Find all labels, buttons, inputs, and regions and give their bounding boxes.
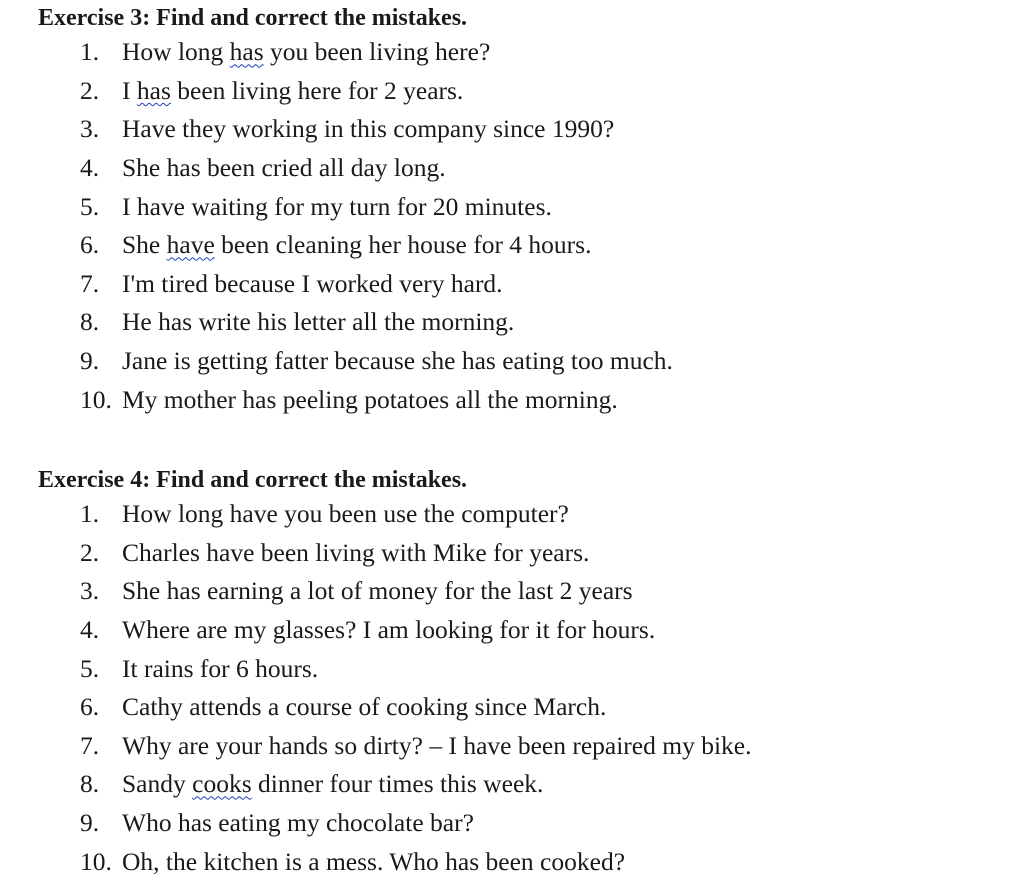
item-text: She has been cried all day long. [122,153,446,183]
item-text: I'm tired because I worked very hard. [122,268,503,298]
list-item [38,804,998,843]
list-item [38,611,998,650]
item-text: Sandy cooks dinner four times this week. [122,769,544,799]
list-item [38,149,998,188]
list-item [38,226,998,265]
item-number: 7. [80,268,100,298]
list-item [38,842,998,881]
item-text: How long has you been living here? [122,37,491,67]
list-item [38,765,998,804]
item-number: 5. [80,653,100,683]
spellcheck-flagged-word: has [229,37,264,67]
item-text: She has earning a lot of money for the last 2 years [122,576,633,606]
list-item [38,380,998,419]
list-item [38,33,998,72]
list-item [38,534,998,573]
item-text: She have been cleaning her house for 4 hours. [122,230,592,260]
item-number: 9. [80,346,100,376]
item-number: 3. [80,576,100,606]
item-number: 8. [80,769,100,799]
item-text: Jane is getting fatter because she has eating too much. [122,346,673,376]
spellcheck-flagged-word: cooks [192,769,252,799]
item-text: How long have you been use the computer? [122,499,569,529]
list-item [38,187,998,226]
list-item [38,110,998,149]
item-text: Cathy attends a course of cooking since March. [122,692,607,722]
item-text: My mother has peeling potatoes all the morning. [122,384,618,414]
item-number: 10. [80,846,112,876]
list-item [38,342,998,381]
item-number: 6. [80,692,100,722]
spellcheck-flagged-word: have [166,230,215,260]
item-number: 2. [80,75,100,105]
item-number: 3. [80,114,100,144]
item-text: Oh, the kitchen is a mess. Who has been cooked? [122,846,626,876]
item-text: Why are your hands so dirty? – I have been repaired my bike. [122,730,752,760]
list-item [38,727,998,766]
item-number: 1. [80,499,100,529]
item-number: 6. [80,230,100,260]
exercise-3-list [38,33,998,419]
item-text: I have waiting for my turn for 20 minutes. [122,191,552,221]
list-item [38,688,998,727]
list-item [38,72,998,111]
spellcheck-flagged-word: has [136,75,171,105]
item-text: Where are my glasses? I am looking for it for hours. [122,615,656,645]
item-number: 2. [80,537,100,567]
list-item [38,649,998,688]
item-text: Have they working in this company since 1990? [122,114,615,144]
exercise-4-list [38,495,998,881]
exercise-3-heading: Exercise 3: Find and correct the mistakes. [38,5,468,31]
exercise-3-section [38,3,998,419]
item-number: 5. [80,191,100,221]
item-number: 1. [80,37,100,67]
exercise-4-section [38,465,998,881]
item-number: 7. [80,730,100,760]
list-item [38,265,998,304]
item-text: I has been living here for 2 years. [122,75,464,105]
item-number: 10. [80,384,112,414]
list-item [38,495,998,534]
exercise-4-heading: Exercise 4: Find and correct the mistakes. [38,467,468,493]
item-number: 4. [80,153,100,183]
item-text: Charles have been living with Mike for years. [122,537,590,567]
list-item [38,572,998,611]
item-text: It rains for 6 hours. [122,653,319,683]
item-number: 9. [80,808,100,838]
list-item [38,303,998,342]
item-text: He has write his letter all the morning. [122,307,515,337]
item-number: 8. [80,307,100,337]
item-number: 4. [80,615,100,645]
item-text: Who has eating my chocolate bar? [122,808,474,838]
